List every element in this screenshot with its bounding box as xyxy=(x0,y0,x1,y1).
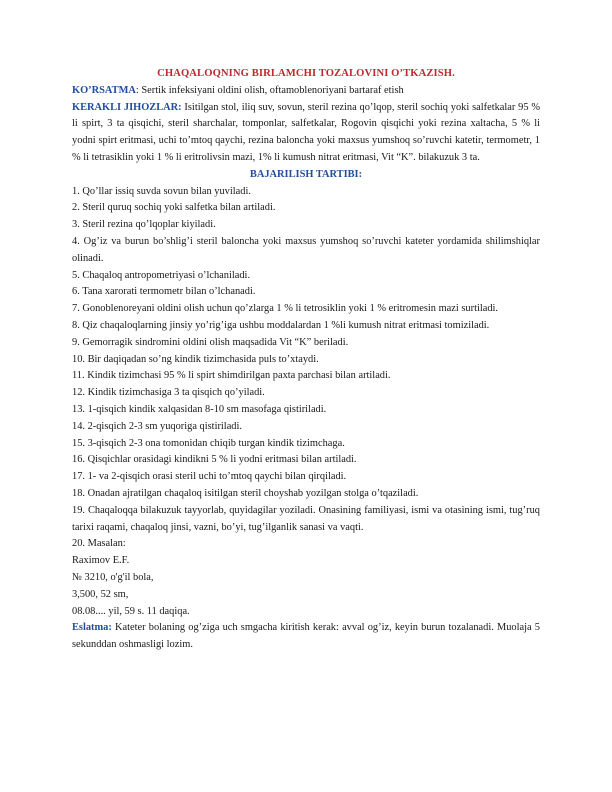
procedure-step: 17. 1- va 2-qisqich orasi steril uchi to’mtoq qaychi bilan qirqiladi. xyxy=(72,471,347,483)
procedure-step: 10. Bir daqiqadan so’ng kindik tizimchasida puls to’xtaydi. xyxy=(72,353,319,365)
procedure-step: 12. Kindik tizimchasiga 3 ta qisqich qo’yiladi. xyxy=(72,387,265,399)
document-body xyxy=(72,66,540,654)
procedure-step: 15. 3-qisqich 2-3 ona tomonidan chiqib turgan kindik tizimchaga. xyxy=(72,437,345,449)
procedure-step: 3. Steril rezina qo’lqoplar kiyiladi. xyxy=(72,219,216,231)
procedure-step: 20. Masalan: xyxy=(72,538,126,550)
procedure-heading: BAJARILISH TARTIBI: xyxy=(249,168,363,180)
procedure-step: 19. Chaqaloqqa bilakuzuk tayyorlab, quyidagilar yoziladi. Onasining familiyasi, ismi va otasining ismi, tug’ruq tarixi raqami, chaqaloq jinsi, vazni, bo’yi, tug’ilganlik sanasi va vaqti. xyxy=(72,504,540,533)
equipment-label: KERAKLI JIHOZLAR: xyxy=(72,101,182,113)
sample-line: 3,500, 52 sm, xyxy=(72,588,129,600)
procedure-step: 2. Steril quruq sochiq yoki salfetka bilan artiladi. xyxy=(72,202,276,214)
purpose-label: KO’RSATMA xyxy=(72,84,136,96)
purpose-text: : Sertik infeksiyani oldini olish, oftamoblenoriyani bartaraf etish xyxy=(135,84,404,96)
note-label: Eslatma: xyxy=(72,622,112,634)
procedure-step: 8. Qiz chaqaloqlarning jinsiy yo’rig’iga ushbu moddalardan 1 %li kumush nitrat eritmasi tomiziladi. xyxy=(72,319,490,331)
procedure-step: 6. Tana xarorati termometr bilan o’lchanadi. xyxy=(72,286,256,298)
sample-line: Raximov E.F. xyxy=(72,555,130,567)
procedure-step: 1. Qo’llar issiq suvda sovun bilan yuviladi. xyxy=(72,185,251,197)
procedure-step: 14. 2-qisqich 2-3 sm yuqoriga qistiriladi. xyxy=(72,420,242,432)
purpose-paragraph xyxy=(72,83,540,100)
procedure-step: 13. 1-qisqich kindik xalqasidan 8-10 sm masofaga qistiriladi. xyxy=(72,403,327,415)
bracelet-sample xyxy=(72,553,540,620)
procedure-step: 11. Kindik tizimchasi 95 % li spirt shimdirilgan paxta parchasi bilan artiladi. xyxy=(72,370,391,382)
note-text: Kateter bolaning og’ziga uch smgacha kiritish kerak: avval og’iz, keyin burun tozalanadi. Muolaja 5 sekunddan oshmasligi lozim. xyxy=(72,622,540,651)
procedure-step: 7. Gonoblenoreyani oldini olish uchun qo’zlarga 1 % li tetrosiklin yoki 1 % eritromesin mazi surtiladi. xyxy=(72,303,499,315)
document-title: CHAQALOQNING BIRLAMCHI TOZALOVINI O’TKAZISH. xyxy=(157,68,455,79)
equipment-paragraph xyxy=(72,100,540,167)
procedure-step: 9. Gemorragik sindromini oldini olish maqsadida Vit “K” beriladi. xyxy=(72,336,349,348)
procedure-step: 4. Og’iz va burun bo’shlig’i steril baloncha yoki maxsus yumshoq so’ruvchi kateter yordamida shilimshiqlar olinadi. xyxy=(72,235,540,264)
procedure-step: 18. Onadan ajratilgan chaqaloq isitilgan steril choyshab yozilgan stolga o’tqaziladi. xyxy=(72,487,419,499)
procedure-step: 16. Qisqichlar orasidagi kindikni 5 % li yodni eritmasi bilan artiladi. xyxy=(72,454,357,466)
equipment-text: Isitilgan stol, iliq suv, sovun, steril rezina qo’lqop, steril sochiq yoki salfetkalar 95 % li spirt, 3 ta qisqichi, steril sharchalar, tomponlar, salfetkalar, Rogovin qisqichi yoki rezina xaltacha, 5 % li yodni spirt eritmasi, uchi to’mtoq qaychi, rezina baloncha yoki maxsus yumshoq so’ruvchi katetir, termometr, 1 % li tetrasiklin yoki 1 % li eritrolivsin mazi, 1% li kumush nitrat eritmasi, Vit “K”. bilakuzuk 3 ta. xyxy=(72,101,541,163)
procedure-steps xyxy=(72,184,540,554)
sample-line: 08.08.... yil, 59 s. 11 daqiqa. xyxy=(72,605,190,617)
note-paragraph xyxy=(72,620,540,654)
procedure-step: 5. Chaqaloq antropometriyasi o’lchaniladi. xyxy=(72,269,251,281)
sample-line: № 3210, o'g'il bola, xyxy=(72,571,154,583)
